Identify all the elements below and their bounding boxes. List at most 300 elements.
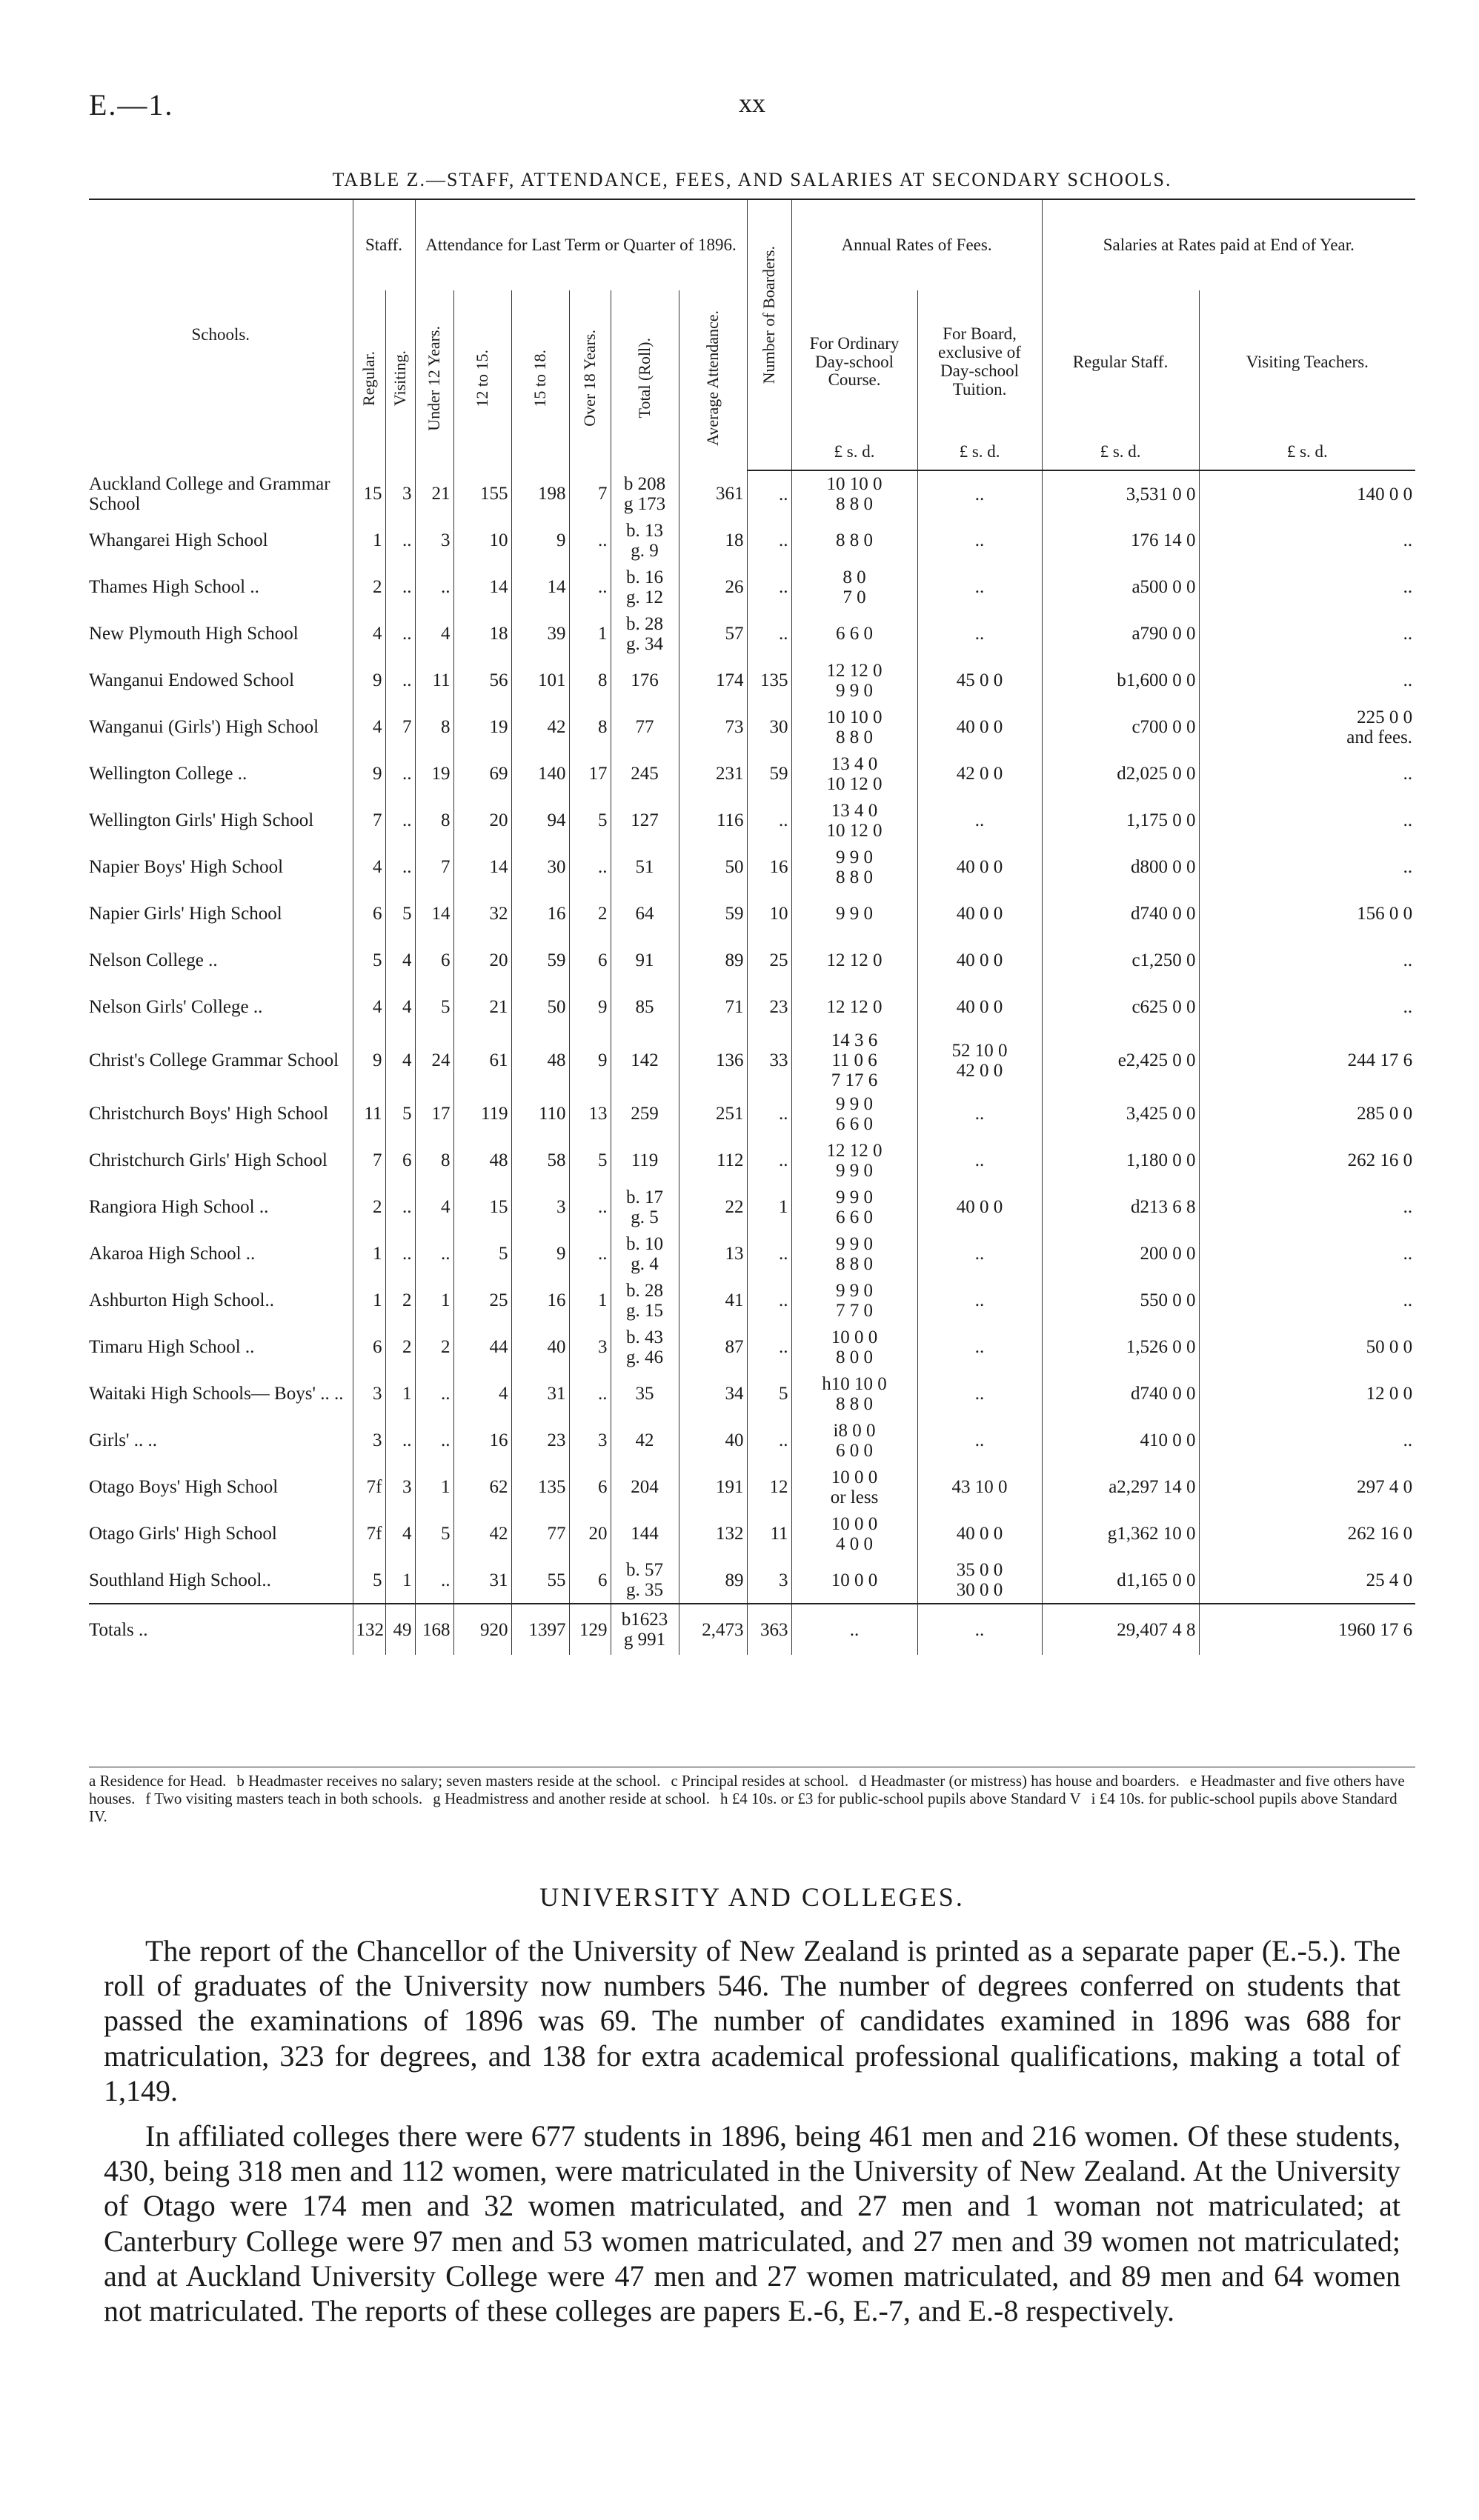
- avg-cell: 112: [679, 1137, 747, 1184]
- regular-staff-header: Regular Staff.: [1042, 290, 1199, 434]
- under12-cell: 8: [415, 797, 453, 844]
- over18-cell: 9: [569, 1030, 611, 1090]
- sal-reg-cell: 1,175 0 0: [1042, 797, 1199, 844]
- visiting-cell: 1: [385, 1370, 415, 1417]
- boarders-cell: ..: [747, 1324, 791, 1370]
- school-name-cell: Totals ..: [89, 1604, 353, 1655]
- fee-ord-cell: 9 9 0 8 8 0: [791, 1230, 917, 1277]
- a12to15-cell: 61: [453, 1030, 511, 1090]
- visiting-cell: ..: [385, 844, 415, 890]
- over18-header: Over 18 Years.: [569, 290, 611, 470]
- fee-board-cell: 40 0 0: [917, 704, 1042, 750]
- under12-cell: 3: [415, 517, 453, 564]
- sal-vis-cell: 285 0 0: [1199, 1090, 1415, 1137]
- over18-cell: 5: [569, 1137, 611, 1184]
- fee-ord-cell: 6 6 0: [791, 610, 917, 657]
- school-name-cell: Girls' .. ..: [89, 1430, 158, 1450]
- visiting-units: £ s. d.: [1199, 434, 1415, 470]
- visiting-cell: 3: [385, 470, 415, 517]
- visiting-cell: ..: [385, 564, 415, 610]
- sal-reg-cell: 200 0 0: [1042, 1230, 1199, 1277]
- fee-board-cell: ..: [917, 564, 1042, 610]
- total-cell: 259: [611, 1090, 679, 1137]
- visiting-cell: 5: [385, 890, 415, 937]
- sal-reg-cell: a2,297 14 0: [1042, 1464, 1199, 1510]
- over18-cell: ..: [569, 1184, 611, 1230]
- visiting-cell: 7: [385, 704, 415, 750]
- a15to18-cell: 77: [511, 1510, 569, 1557]
- a12to15-cell: 5: [453, 1230, 511, 1277]
- under12-cell: 17: [415, 1090, 453, 1137]
- fee-board-cell: ..: [917, 1137, 1042, 1184]
- sal-vis-cell: ..: [1199, 1417, 1415, 1464]
- fee-ord-cell: 12 12 0 9 9 0: [791, 657, 917, 704]
- total-cell: 77: [611, 704, 679, 750]
- school-name-cell: Otago Boys' High School: [89, 1477, 279, 1497]
- a12to15-cell: 18: [453, 610, 511, 657]
- avg-cell: 231: [679, 750, 747, 797]
- visiting-cell: 1: [385, 1557, 415, 1604]
- sal-vis-cell: ..: [1199, 937, 1415, 984]
- avg-cell: 57: [679, 610, 747, 657]
- over18-cell: 3: [569, 1324, 611, 1370]
- under12-cell: 8: [415, 704, 453, 750]
- fee-board-cell: 43 10 0: [917, 1464, 1042, 1510]
- a12to15-cell: 10: [453, 517, 511, 564]
- table-row: [89, 1137, 1415, 1184]
- sal-reg-cell: b1,600 0 0: [1042, 657, 1199, 704]
- avg-cell: 59: [679, 890, 747, 937]
- table-row: [89, 844, 1415, 890]
- a12to15-cell: 31: [453, 1557, 511, 1604]
- boarders-cell: ..: [747, 564, 791, 610]
- total-cell: b 208 g 173: [611, 470, 679, 517]
- a12to15-cell: 19: [453, 704, 511, 750]
- fee-board-cell: ..: [917, 610, 1042, 657]
- age12to15-header: 12 to 15.: [453, 290, 511, 470]
- sal-vis-cell: ..: [1199, 844, 1415, 890]
- fee-ord-cell: i8 0 0 6 0 0: [791, 1417, 917, 1464]
- under12-cell: ..: [415, 1557, 453, 1604]
- sal-vis-cell: ..: [1199, 1184, 1415, 1230]
- total-cell: 245: [611, 750, 679, 797]
- under12-cell: 7: [415, 844, 453, 890]
- under12-cell: 1: [415, 1277, 453, 1324]
- total-cell: b. 28 g. 34: [611, 610, 679, 657]
- boarders-cell: 11: [747, 1510, 791, 1557]
- over18-cell: 6: [569, 1464, 611, 1510]
- visiting-cell: 49: [385, 1604, 415, 1655]
- fee-ord-cell: 10 10 0 8 8 0: [791, 704, 917, 750]
- sal-reg-cell: 1,526 0 0: [1042, 1324, 1199, 1370]
- under12-cell: ..: [415, 564, 453, 610]
- boarders-cell: ..: [747, 1230, 791, 1277]
- salaries-header: Salaries at Rates paid at End of Year.: [1042, 199, 1415, 290]
- over18-cell: ..: [569, 517, 611, 564]
- avg-cell: 174: [679, 657, 747, 704]
- regular-cell: 7f: [353, 1510, 385, 1557]
- table-row: [89, 890, 1415, 937]
- a15to18-cell: 1397: [511, 1604, 569, 1655]
- total-cell: 85: [611, 984, 679, 1030]
- school-name-cell: Napier Girls' High School: [89, 904, 282, 924]
- avg-cell: 89: [679, 937, 747, 984]
- over18-cell: 13: [569, 1090, 611, 1137]
- boarders-cell: 33: [747, 1030, 791, 1090]
- fee-board-cell: 40 0 0: [917, 844, 1042, 890]
- table-row: [89, 1324, 1415, 1370]
- fee-ord-cell: 8 0 7 0: [791, 564, 917, 610]
- fee-board-cell: ..: [917, 797, 1042, 844]
- sal-reg-cell: d2,025 0 0: [1042, 750, 1199, 797]
- total-cell: 204: [611, 1464, 679, 1510]
- age15to18-header: 15 to 18.: [511, 290, 569, 470]
- body-text: [104, 1933, 1400, 2339]
- school-name-cell: Ashburton High School..: [89, 1290, 274, 1310]
- a12to15-cell: 21: [453, 984, 511, 1030]
- under12-cell: 2: [415, 1324, 453, 1370]
- a15to18-cell: 9: [511, 1230, 569, 1277]
- total-cell: b. 28 g. 15: [611, 1277, 679, 1324]
- a15to18-cell: 14: [511, 564, 569, 610]
- sal-reg-cell: d740 0 0: [1042, 1370, 1199, 1417]
- over18-cell: ..: [569, 1230, 611, 1277]
- fee-ord-cell: 9 9 0 6 6 0: [791, 1090, 917, 1137]
- avg-cell: 26: [679, 564, 747, 610]
- boarders-cell: 1: [747, 1184, 791, 1230]
- over18-cell: ..: [569, 844, 611, 890]
- fee-ordinary-header: For Ordinary Day-school Course.: [791, 290, 917, 434]
- school-name-cell: Wanganui Endowed School: [89, 670, 295, 690]
- fee-ord-cell: 9 9 0 8 8 0: [791, 844, 917, 890]
- fee-board-cell: ..: [917, 1370, 1042, 1417]
- a15to18-cell: 135: [511, 1464, 569, 1510]
- total-cell: b. 10 g. 4: [611, 1230, 679, 1277]
- under12-header: Under 12 Years.: [415, 290, 453, 470]
- a15to18-cell: 94: [511, 797, 569, 844]
- a12to15-cell: 32: [453, 890, 511, 937]
- visiting-cell: 6: [385, 1137, 415, 1184]
- fee-ord-cell: 13 4 0 10 12 0: [791, 797, 917, 844]
- boarders-cell: ..: [747, 1417, 791, 1464]
- regular-cell: 2: [353, 1184, 385, 1230]
- school-name-cell: Nelson Girls' College ..: [89, 997, 263, 1017]
- table-row: [89, 517, 1415, 564]
- fee-board-cell: ..: [917, 1324, 1042, 1370]
- boarders-header: Number of Boarders.: [747, 199, 791, 434]
- visiting-cell: 2: [385, 1277, 415, 1324]
- under12-cell: 4: [415, 610, 453, 657]
- avg-cell: 191: [679, 1464, 747, 1510]
- footnote: e Headmaster and five others have houses.: [89, 1772, 1405, 1808]
- table-row: [89, 1230, 1415, 1277]
- table-row: [89, 937, 1415, 984]
- regular-cell: 2: [353, 564, 385, 610]
- visiting-cell: ..: [385, 1417, 415, 1464]
- table-row: [89, 1370, 1415, 1417]
- schools-header: Schools.: [89, 199, 353, 470]
- sal-reg-cell: e2,425 0 0: [1042, 1030, 1199, 1090]
- over18-cell: 1: [569, 610, 611, 657]
- regular-cell: 1: [353, 517, 385, 564]
- a12to15-cell: 15: [453, 1184, 511, 1230]
- boarders-cell: 16: [747, 844, 791, 890]
- sal-vis-cell: ..: [1199, 564, 1415, 610]
- under12-cell: 24: [415, 1030, 453, 1090]
- visiting-cell: 5: [385, 1090, 415, 1137]
- a15to18-cell: 198: [511, 470, 569, 517]
- over18-cell: ..: [569, 1370, 611, 1417]
- visiting-cell: 4: [385, 1510, 415, 1557]
- total-cell: b1623 g 991: [611, 1604, 679, 1655]
- sal-vis-cell: ..: [1199, 797, 1415, 844]
- average-attendance-header: Average Attendance.: [679, 290, 747, 470]
- fee-board-cell: ..: [917, 1090, 1042, 1137]
- visiting-cell: ..: [385, 657, 415, 704]
- a15to18-cell: 23: [511, 1417, 569, 1464]
- fee-board-cell: 52 10 0 42 0 0: [917, 1030, 1042, 1090]
- over18-cell: 6: [569, 1557, 611, 1604]
- under12-cell: 19: [415, 750, 453, 797]
- sal-reg-cell: d800 0 0: [1042, 844, 1199, 890]
- regular-cell: 5: [353, 937, 385, 984]
- sal-vis-cell: 262 16 0: [1199, 1137, 1415, 1184]
- sal-vis-cell: 244 17 6: [1199, 1030, 1415, 1090]
- school-name-cell: Thames High School ..: [89, 577, 259, 597]
- paragraph: In affiliated colleges there were 677 students in 1896, being 461 men and 216 women. Of these students, 430, being 318 men and 112 women, were matriculated in the University of New Zealand. At the University of Otago were 174 men and 32 women matriculated, and 27 men and 1 woman not matriculated; at Canterbury College were 97 men and 53 women matriculated, and 27 men and 39 women not matriculated; and at Auckland University College were 47 men and 27 women matriculated, and 89 men and 64 women not matriculated. The reports of these colleges are papers E.-6, E.-7, and E.-8 respectively.: [104, 2119, 1400, 2327]
- avg-cell: 116: [679, 797, 747, 844]
- table-row: [89, 1184, 1415, 1230]
- fee-ord-cell: 10 10 0 8 8 0: [791, 470, 917, 517]
- avg-cell: 50: [679, 844, 747, 890]
- total-cell: b. 16 g. 12: [611, 564, 679, 610]
- fee-ord-cell: 12 12 0 9 9 0: [791, 1137, 917, 1184]
- boarders-cell: 135: [747, 657, 791, 704]
- fee-ord-cell: 9 9 0 7 7 0: [791, 1277, 917, 1324]
- a15to18-cell: 9: [511, 517, 569, 564]
- totals-row: [89, 1604, 1415, 1655]
- fee-board-cell: ..: [917, 470, 1042, 517]
- total-cell: 144: [611, 1510, 679, 1557]
- sal-vis-cell: 225 0 0 and fees.: [1199, 704, 1415, 750]
- regular-cell: 4: [353, 984, 385, 1030]
- boarders-cell: 59: [747, 750, 791, 797]
- a12to15-cell: 14: [453, 564, 511, 610]
- avg-cell: 361: [679, 470, 747, 517]
- sal-reg-cell: 3,425 0 0: [1042, 1090, 1199, 1137]
- fee-board-cell: ..: [917, 1277, 1042, 1324]
- sal-reg-cell: d213 6 8: [1042, 1184, 1199, 1230]
- regular-cell: 6: [353, 890, 385, 937]
- fee-board-cell: ..: [917, 1604, 1042, 1655]
- avg-cell: 87: [679, 1324, 747, 1370]
- page-number: xx: [739, 88, 765, 118]
- a12to15-cell: 48: [453, 1137, 511, 1184]
- document-reference: E.—1.: [89, 88, 174, 121]
- over18-cell: ..: [569, 564, 611, 610]
- fee-board-cell: 45 0 0: [917, 657, 1042, 704]
- fee-board-cell: 42 0 0: [917, 750, 1042, 797]
- fee-board-units: £ s. d.: [917, 434, 1042, 470]
- table-row: [89, 797, 1415, 844]
- visiting-cell: ..: [385, 750, 415, 797]
- a12to15-cell: 119: [453, 1090, 511, 1137]
- table-row: [89, 657, 1415, 704]
- sal-vis-cell: 12 0 0: [1199, 1370, 1415, 1417]
- a15to18-cell: 50: [511, 984, 569, 1030]
- a15to18-cell: 42: [511, 704, 569, 750]
- fee-ord-cell: 10 0 0 8 0 0: [791, 1324, 917, 1370]
- school-name-cell: Rangiora High School ..: [89, 1197, 269, 1217]
- visiting-cell: ..: [385, 517, 415, 564]
- table-row: [89, 564, 1415, 610]
- school-name-cell: Auckland College and Grammar School: [89, 473, 330, 514]
- sal-vis-cell: 25 4 0: [1199, 1557, 1415, 1604]
- boarders-cell: 5: [747, 1370, 791, 1417]
- table-row: [89, 750, 1415, 797]
- a12to15-cell: 25: [453, 1277, 511, 1324]
- school-name-cell: Whangarei High School: [89, 530, 268, 550]
- a12to15-cell: 16: [453, 1417, 511, 1464]
- table-row: [89, 1557, 1415, 1604]
- visiting-header: Visiting.: [385, 290, 415, 470]
- school-name-cell: Wellington College ..: [89, 764, 247, 784]
- boarders-cell: 3: [747, 1557, 791, 1604]
- fee-board-header: For Board, exclusive of Day-school Tuition.: [917, 290, 1042, 434]
- table-row: [89, 1277, 1415, 1324]
- regular-cell: 6: [353, 1324, 385, 1370]
- avg-cell: 22: [679, 1184, 747, 1230]
- boarders-cell: 23: [747, 984, 791, 1030]
- a15to18-cell: 59: [511, 937, 569, 984]
- regular-cell: 11: [353, 1090, 385, 1137]
- boarders-cell: ..: [747, 517, 791, 564]
- school-name-cell: Napier Boys' High School: [89, 857, 284, 877]
- regular-cell: 4: [353, 610, 385, 657]
- paragraph: The report of the Chancellor of the University of New Zealand is printed as a separate paper (E.-5.). The roll of graduates of the University now numbers 546. The number of degrees conferred on students that passed the examinations of 1896 was 69. The number of candidates examined in 1896 was 688 for matriculation, 323 for degrees, and 138 for extra academical professional qualifications, making a total of 1,149.: [104, 1934, 1400, 2107]
- under12-cell: 168: [415, 1604, 453, 1655]
- under12-cell: ..: [415, 1417, 453, 1464]
- table-row: [89, 610, 1415, 657]
- footnote: d Headmaster (or mistress) has house and boarders.: [859, 1772, 1180, 1790]
- sal-reg-cell: d1,165 0 0: [1042, 1557, 1199, 1604]
- fee-ord-cell: 9 9 0 6 6 0: [791, 1184, 917, 1230]
- boarders-cell: ..: [747, 610, 791, 657]
- a15to18-cell: 40: [511, 1324, 569, 1370]
- boarders-cell: 12: [747, 1464, 791, 1510]
- sal-reg-cell: d740 0 0: [1042, 890, 1199, 937]
- a15to18-cell: 110: [511, 1090, 569, 1137]
- over18-cell: 129: [569, 1604, 611, 1655]
- school-name-cell: Christchurch Girls' High School: [89, 1150, 328, 1170]
- under12-cell: ..: [415, 1370, 453, 1417]
- table-row: [89, 1090, 1415, 1137]
- under12-cell: 5: [415, 984, 453, 1030]
- under12-cell: ..: [415, 1230, 453, 1277]
- visiting-cell: 4: [385, 937, 415, 984]
- boarders-cell: 25: [747, 937, 791, 984]
- regular-cell: 132: [353, 1604, 385, 1655]
- a15to18-cell: 16: [511, 1277, 569, 1324]
- school-name-cell: Waitaki High Schools— Boys' .. ..: [89, 1384, 344, 1404]
- under12-cell: 1: [415, 1464, 453, 1510]
- total-cell: 35: [611, 1370, 679, 1417]
- over18-cell: 7: [569, 470, 611, 517]
- a15to18-cell: 3: [511, 1184, 569, 1230]
- total-cell: 91: [611, 937, 679, 984]
- total-cell: 127: [611, 797, 679, 844]
- over18-cell: 8: [569, 704, 611, 750]
- visiting-cell: 2: [385, 1324, 415, 1370]
- over18-cell: 1: [569, 1277, 611, 1324]
- fee-ord-cell: ..: [791, 1604, 917, 1655]
- over18-cell: 2: [569, 890, 611, 937]
- avg-cell: 71: [679, 984, 747, 1030]
- regular-cell: 5: [353, 1557, 385, 1604]
- regular-cell: 4: [353, 704, 385, 750]
- footnote: a Residence for Head.: [89, 1772, 227, 1790]
- sal-reg-cell: 3,531 0 0: [1042, 470, 1199, 517]
- sal-reg-cell: a500 0 0: [1042, 564, 1199, 610]
- sal-reg-cell: 176 14 0: [1042, 517, 1199, 564]
- total-cell: b. 13 g. 9: [611, 517, 679, 564]
- total-cell: b. 43 g. 46: [611, 1324, 679, 1370]
- sal-vis-cell: ..: [1199, 517, 1415, 564]
- avg-cell: 89: [679, 1557, 747, 1604]
- over18-cell: 20: [569, 1510, 611, 1557]
- table-row: [89, 1464, 1415, 1510]
- a12to15-cell: 20: [453, 797, 511, 844]
- sal-vis-cell: ..: [1199, 657, 1415, 704]
- sal-reg-cell: c700 0 0: [1042, 704, 1199, 750]
- a15to18-cell: 39: [511, 610, 569, 657]
- section-heading: UNIVERSITY AND COLLEGES.: [539, 1882, 965, 1912]
- fee-board-cell: 35 0 0 30 0 0: [917, 1557, 1042, 1604]
- regular-cell: 7f: [353, 1464, 385, 1510]
- school-name-cell: Timaru High School ..: [89, 1337, 255, 1357]
- regular-cell: 9: [353, 750, 385, 797]
- a15to18-cell: 140: [511, 750, 569, 797]
- visiting-cell: 3: [385, 1464, 415, 1510]
- avg-cell: 2,473: [679, 1604, 747, 1655]
- under12-cell: 6: [415, 937, 453, 984]
- secondary-schools-table: [89, 199, 1415, 1655]
- a12to15-cell: 155: [453, 470, 511, 517]
- sal-vis-cell: 297 4 0: [1199, 1464, 1415, 1510]
- footnote: h £4 10s. or £3 for public-school pupils above Standard V: [720, 1790, 1081, 1808]
- visiting-cell: ..: [385, 610, 415, 657]
- footnote: g Headmistress and another reside at school.: [433, 1790, 710, 1808]
- table-row: [89, 704, 1415, 750]
- boarders-cell: ..: [747, 797, 791, 844]
- sal-reg-cell: g1,362 10 0: [1042, 1510, 1199, 1557]
- fee-board-cell: ..: [917, 1417, 1042, 1464]
- boarders-cell: ..: [747, 1277, 791, 1324]
- regular-cell: 15: [353, 470, 385, 517]
- table-row: [89, 984, 1415, 1030]
- footnote: c Principal resides at school.: [671, 1772, 849, 1790]
- over18-cell: 9: [569, 984, 611, 1030]
- regular-cell: 3: [353, 1417, 385, 1464]
- fee-ord-cell: 12 12 0: [791, 937, 917, 984]
- a12to15-cell: 14: [453, 844, 511, 890]
- a12to15-cell: 920: [453, 1604, 511, 1655]
- school-name-cell: Christ's College Grammar School: [89, 1050, 339, 1070]
- fee-board-cell: 40 0 0: [917, 1184, 1042, 1230]
- a15to18-cell: 31: [511, 1370, 569, 1417]
- a12to15-cell: 44: [453, 1324, 511, 1370]
- a12to15-cell: 42: [453, 1510, 511, 1557]
